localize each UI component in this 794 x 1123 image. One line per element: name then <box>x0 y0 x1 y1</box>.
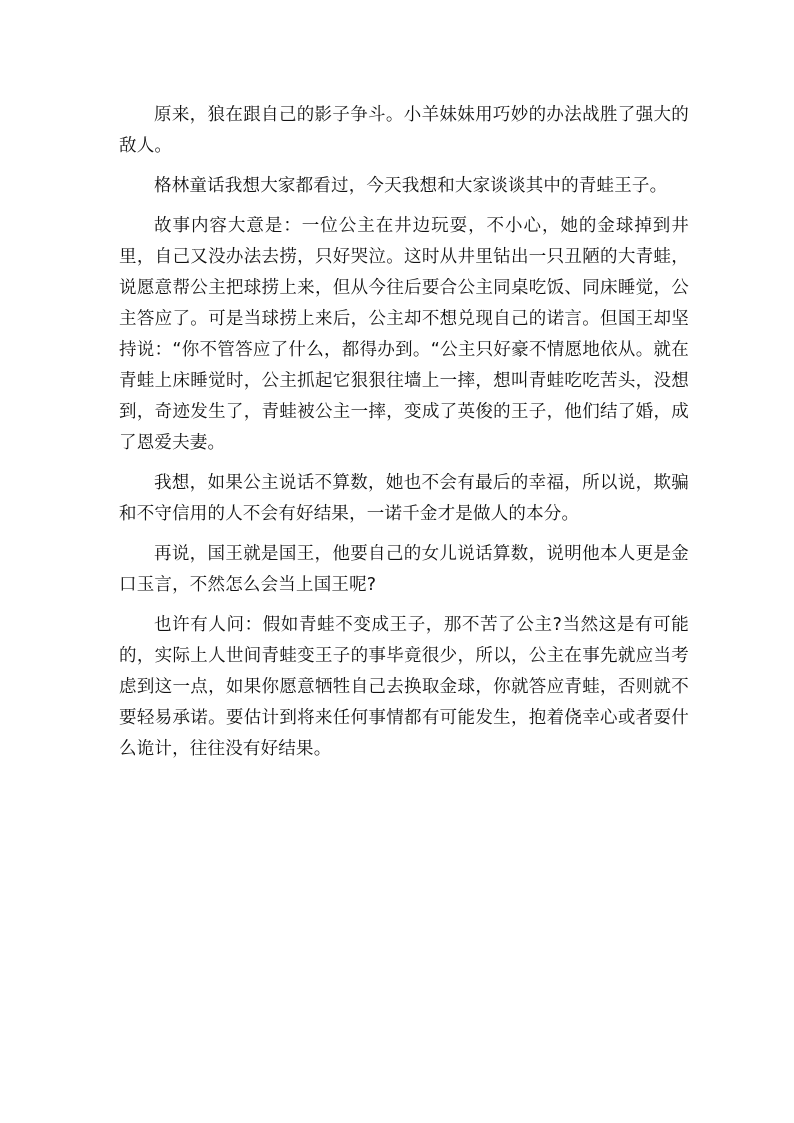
paragraph: 我想，如果公主说话不算数，她也不会有最后的幸福，所以说，欺骗和不守信用的人不会有好结果，一诺千金才是做人的本分。 <box>119 473 689 524</box>
document-body <box>119 100 689 774</box>
paragraph: 再说，国王就是国王，他要自己的女儿说话算数，说明他本人更是金口玉言，不然怎么会当上国王呢? <box>119 544 689 595</box>
paragraph: 也许有人问：假如青蛙不变成王子，那不苦了公主?当然这是有可能的，实际上人世间青蛙变王子的事毕竟很少，所以，公主在事先就应当考虑到这一点，如果你愿意牺牲自己去换取金球，你就答应青蛙，否则就不要轻易承诺。要估计到将来任何事情都有可能发生，抱着侥幸心或者耍什么诡计，往往没有好结果。 <box>119 615 689 759</box>
paragraph: 故事内容大意是：一位公主在井边玩耍，不小心，她的金球掉到井里，自己又没办法去捞，只好哭泣。这时从井里钻出一只丑陋的大青蛙，说愿意帮公主把球捞上来，但从今往后要合公主同桌吃饭、同床睡觉，公主答应了。可是当球捞上来后，公主却不想兑现自己的诺言。但国王却坚持说：“你不管答应了什么，都得办到。“公主只好豪不情愿地依从。就在青蛙上床睡觉时，公主抓起它狠狠往墙上一摔，想叫青蛙吃吃苦头，没想到，奇迹发生了，青蛙被公主一摔，变成了英俊的王子，他们结了婚，成了恩爱夫妻。 <box>119 216 689 453</box>
paragraph: 原来，狼在跟自己的影子争斗。小羊妹妹用巧妙的办法战胜了强大的敌人。 <box>119 105 689 156</box>
paragraph: 格林童话我想大家都看过，今天我想和大家谈谈其中的青蛙王子。 <box>154 176 668 196</box>
